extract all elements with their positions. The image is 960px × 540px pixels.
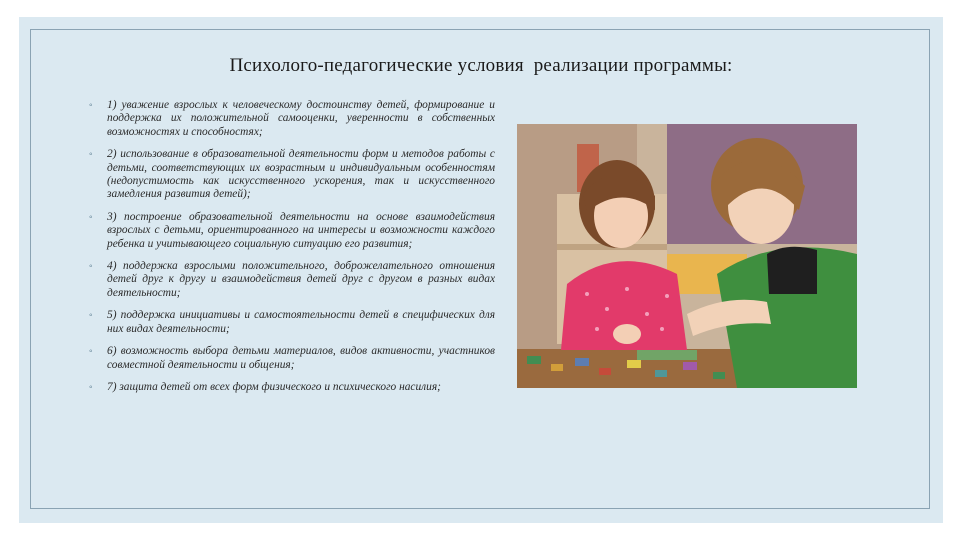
bullet-icon: ◦ [89,149,93,161]
bullet-icon: ◦ [89,100,93,111]
photo-child-and-teacher-puzzle [517,124,857,388]
slide [19,17,943,523]
list-item-text: 7) защита детей от всех форм физического и психического насилия; [107,380,441,393]
list-item [87,148,495,202]
list-item-text: 4) поддержка взрослыми положительного, доброжелательного отношения детей друг к другу и взаимодействия детей друг с другом в разных видах деятельности; [107,260,495,299]
list-item-text: 2) использование в образовательной деятельности форм и методов работы с детьми, соответствующих их возрастным и индивидуальным особенностям (недопустимость как искусственного ускорения, так и искусственного замедления развития детей); [107,148,495,201]
list-item [87,260,495,300]
slide-title: Психолого-педагогические условия реализации программы: [229,55,733,76]
list-item [87,381,495,394]
list-item [87,345,495,372]
list-item [87,309,495,336]
list-item-text: 6) возможность выбора детьми материалов, видов активности, участников совместной деятельности и общения; [107,345,495,371]
bullet-icon: ◦ [89,261,93,273]
conditions-list [87,99,495,403]
list-item [87,211,495,251]
list-item [87,99,495,139]
list-item-text: 1) уважение взрослых к человеческому достоинству детей, формирование и поддержка их положительной самооценки, уверенности в собственных возможностях и способностях; [107,99,495,138]
bullet-icon: ◦ [89,211,93,223]
bullet-icon: ◦ [89,310,93,322]
list-item-text: 5) поддержка инициативы и самостоятельности детей в специфических для них видах деятельности; [107,309,495,335]
list-item-text: 3) построение образовательной деятельности на основе взаимодействия взрослых с детьми, ориентированного на интересы и возможности каждого ребенка и учитывающего социальную ситуацию его развития; [107,210,495,250]
bullet-icon: ◦ [89,346,93,358]
bullet-icon: ◦ [89,381,93,393]
